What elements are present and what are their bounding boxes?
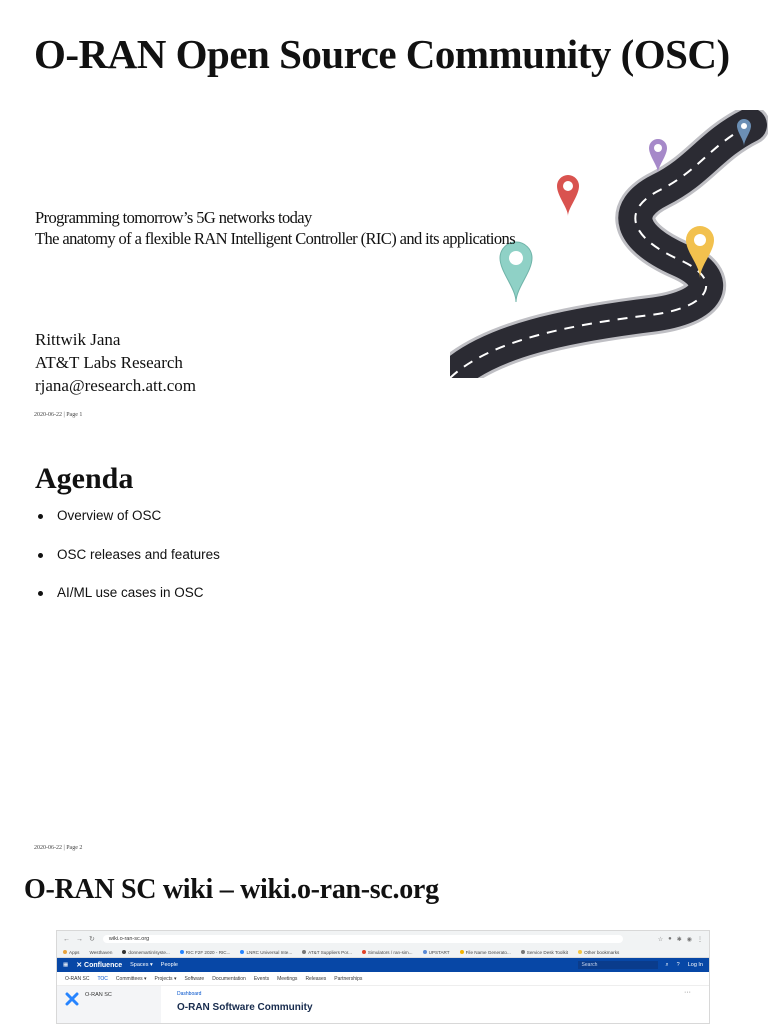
spaces-menu[interactable]: Spaces ▾ — [130, 962, 153, 968]
search-input[interactable]: Search — [578, 961, 658, 969]
agenda-item — [38, 508, 220, 547]
star-icon[interactable]: ☆ — [657, 936, 664, 943]
bookmark-item[interactable]: Other bookmarks — [578, 950, 619, 955]
gitlab-icon — [362, 950, 366, 954]
agenda-item — [38, 585, 220, 624]
nav-releases[interactable]: Releases — [305, 975, 327, 982]
bookmark-item[interactable]: donnemartin/syste... — [122, 950, 169, 955]
forward-icon[interactable]: → — [76, 935, 83, 943]
back-icon[interactable]: ← — [63, 935, 70, 943]
slide-1-title: O-RAN Open Source Community (OSC) — [34, 31, 730, 77]
page-title: O-RAN Software Community — [177, 1002, 313, 1013]
extension-icon[interactable]: ● — [668, 935, 672, 942]
nav-software[interactable]: Software — [184, 975, 205, 982]
nav-projects[interactable]: Projects ▾ — [154, 975, 177, 982]
globe-icon — [302, 950, 306, 954]
agenda-item — [38, 547, 220, 586]
nav-committees[interactable]: Committees ▾ — [115, 975, 147, 982]
file-icon — [460, 950, 464, 954]
bookmarks-bar — [57, 947, 709, 958]
sidebar-space-name[interactable]: O-RAN SC — [85, 992, 112, 998]
globe-icon — [521, 950, 525, 954]
author-block — [35, 328, 196, 397]
space-logo-icon — [65, 992, 79, 1006]
confluence-icon — [180, 950, 184, 954]
map-pin-red-icon — [557, 175, 579, 216]
nav-toc[interactable]: TOC — [97, 975, 108, 982]
people-link[interactable]: People — [160, 962, 178, 968]
bookmark-item[interactable]: Westhaven — [89, 949, 113, 955]
confluence-icon — [240, 950, 244, 954]
agenda-title: Agenda — [35, 462, 134, 495]
reload-icon[interactable]: ↻ — [89, 936, 95, 943]
bookmark-item[interactable]: File Name Generato... — [460, 950, 511, 955]
agenda-item-label: OSC releases and features — [57, 546, 220, 562]
space-sidebar — [57, 986, 161, 1024]
slide-1-subtitle — [35, 207, 515, 249]
apps-icon — [63, 950, 67, 954]
map-pin-teal-icon — [500, 242, 532, 302]
breadcrumb[interactable]: Dashboard — [177, 991, 202, 997]
nav-events[interactable]: Events — [253, 975, 270, 982]
folder-icon — [578, 950, 582, 954]
wiki-slide-title: O-RAN SC wiki – wiki.o-ran-sc.org — [24, 874, 439, 905]
nav-documentation[interactable]: Documentation — [212, 975, 246, 982]
bookmark-item[interactable]: Simulators / ran-sim... — [362, 950, 413, 955]
github-icon — [122, 950, 126, 954]
nav-oran-sc[interactable]: O-RAN SC — [65, 975, 90, 982]
agenda-item-label: AI/ML use cases in OSC — [57, 585, 204, 600]
page-main — [161, 986, 709, 1024]
subtitle-line-1: Programming tomorrow’s 5G networks today — [35, 208, 312, 227]
author-org: AT&T Labs Research — [35, 353, 183, 372]
subtitle-line-2: The anatomy of a flexible RAN Intelligent Controller (RIC) and its applications — [35, 229, 516, 248]
agenda-list — [38, 508, 220, 624]
address-bar — [57, 931, 709, 947]
confluence-icon: ✕ — [76, 962, 85, 969]
agenda-item-label: Overview of OSC — [57, 508, 162, 523]
bookmark-item[interactable]: Apps — [63, 950, 79, 955]
bookmark-item[interactable]: UPSTART — [423, 950, 450, 955]
confluence-header — [57, 958, 709, 972]
bullet-icon — [38, 553, 43, 558]
help-icon[interactable]: ? — [676, 962, 680, 968]
browser-screenshot — [56, 930, 710, 1024]
more-actions-icon[interactable]: ··· — [684, 989, 691, 996]
space-nav — [57, 972, 709, 986]
bookmark-icon — [423, 950, 427, 954]
app-switcher-icon[interactable]: ▦ — [63, 962, 69, 968]
puzzle-icon[interactable]: ✱ — [676, 936, 682, 943]
slide-2-footer: 2020-06-22 | Page 2 — [34, 845, 83, 851]
author-name: Rittwik Jana — [35, 330, 121, 349]
bookmark-item[interactable]: RIC F2F 2020 - RIC... — [180, 950, 231, 955]
url-field[interactable]: wiki.o-ran-sc.org — [103, 935, 623, 943]
nav-meetings[interactable]: Meetings — [277, 975, 298, 982]
bookmark-item[interactable]: Service Desk Toolkit — [521, 950, 568, 955]
bookmark-item[interactable]: LNRC Universal Inte... — [240, 950, 292, 955]
browser-toolbar — [658, 936, 703, 943]
bookmark-item[interactable]: AT&T Suppliers Por... — [302, 950, 352, 955]
confluence-logo[interactable]: ✕ Confluence — [76, 962, 123, 969]
search-icon[interactable]: ⌕ — [665, 961, 669, 968]
wiki-content — [57, 986, 709, 1024]
bullet-icon — [38, 514, 43, 519]
profile-icon[interactable]: ◉ — [686, 936, 692, 943]
bullet-icon — [38, 591, 43, 596]
slide-1-footer: 2020-06-22 | Page 1 — [34, 412, 83, 418]
author-email: rjana@research.att.com — [35, 376, 197, 395]
nav-partnerships[interactable]: Partnerships — [334, 975, 363, 982]
login-link[interactable]: Log In — [687, 962, 703, 968]
menu-icon[interactable]: ⋮ — [697, 936, 703, 943]
